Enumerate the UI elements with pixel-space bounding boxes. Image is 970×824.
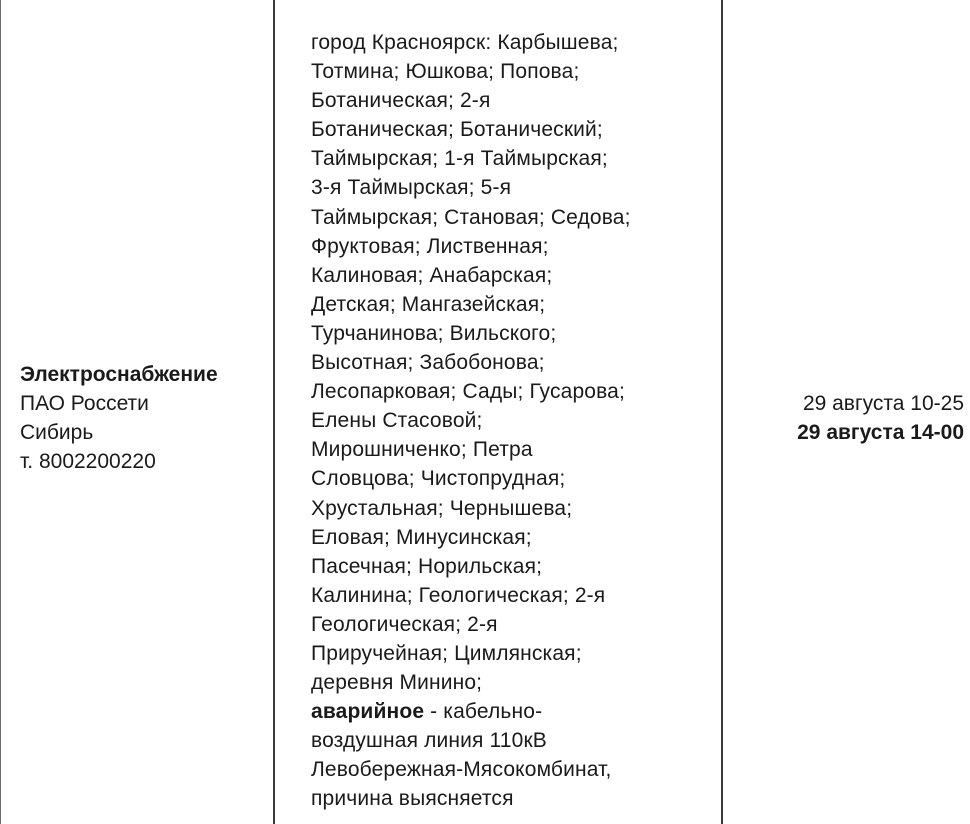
area-line: Хрустальная; Чернышева; <box>311 496 573 520</box>
company-line-1: ПАО Россети <box>20 392 149 415</box>
area-line: Пасечная; Норильская; <box>311 554 543 578</box>
area-line: деревня Минино; <box>311 671 483 695</box>
area-line: Еловая; Минусинская; <box>311 525 532 549</box>
service-type: Электроснабжение <box>20 363 218 386</box>
area-line: Мирошниченко; Петра <box>311 438 533 462</box>
service-cell <box>20 360 265 476</box>
emergency-label: аварийное <box>311 700 425 724</box>
area-line: Словцова; Чистопрудная; <box>311 467 566 491</box>
table-border-left <box>0 0 1 824</box>
area-line: Ботаническая; 2-я <box>311 89 491 113</box>
emergency-detail-line: Левобережная-Мясокомбинат, <box>311 758 612 782</box>
area-line: Лесопарковая; Сады; Гусарова; <box>311 380 625 404</box>
column-divider-2 <box>721 0 723 824</box>
area-line: Калиновая; Анабарская; <box>311 263 553 287</box>
area-line: Детская; Мангазейская; <box>311 292 546 316</box>
area-cell <box>311 28 711 814</box>
area-line: Турчанинова; Вильского; <box>311 321 557 345</box>
outage-start-time: 29 августа 10-25 <box>802 392 964 415</box>
emergency-detail-line: воздушная линия 110кВ <box>311 729 547 753</box>
time-cell <box>732 389 964 447</box>
company-phone: т. 8002200220 <box>20 450 156 473</box>
company-line-2: Сибирь <box>20 421 94 444</box>
area-line: Ботаническая; Ботанический; <box>311 118 603 142</box>
area-line: 3-я Таймырская; 5-я <box>311 176 512 200</box>
emergency-text: - кабельно- <box>424 700 543 724</box>
area-line: Елены Стасовой; <box>311 409 483 433</box>
area-line: город Красноярск: Карбышева; <box>311 31 619 54</box>
emergency-detail-line: причина выясняется <box>311 787 514 811</box>
area-line: Тотмина; Юшкова; Попова; <box>311 60 580 84</box>
area-line: Фруктовая; Лиственная; <box>311 234 549 258</box>
area-line: Таймырская; 1-я Таймырская; <box>311 147 608 171</box>
area-line: Высотная; Забобонова; <box>311 351 545 375</box>
outage-end-time: 29 августа 14-00 <box>797 421 964 444</box>
emergency-line <box>311 697 711 726</box>
area-line: Геологическая; 2-я <box>311 612 498 636</box>
column-divider-1 <box>273 0 275 824</box>
area-line: Калинина; Геологическая; 2-я <box>311 583 606 607</box>
area-line: Приручейная; Цимлянская; <box>311 641 582 665</box>
area-line: Таймырская; Становая; Седова; <box>311 205 631 229</box>
